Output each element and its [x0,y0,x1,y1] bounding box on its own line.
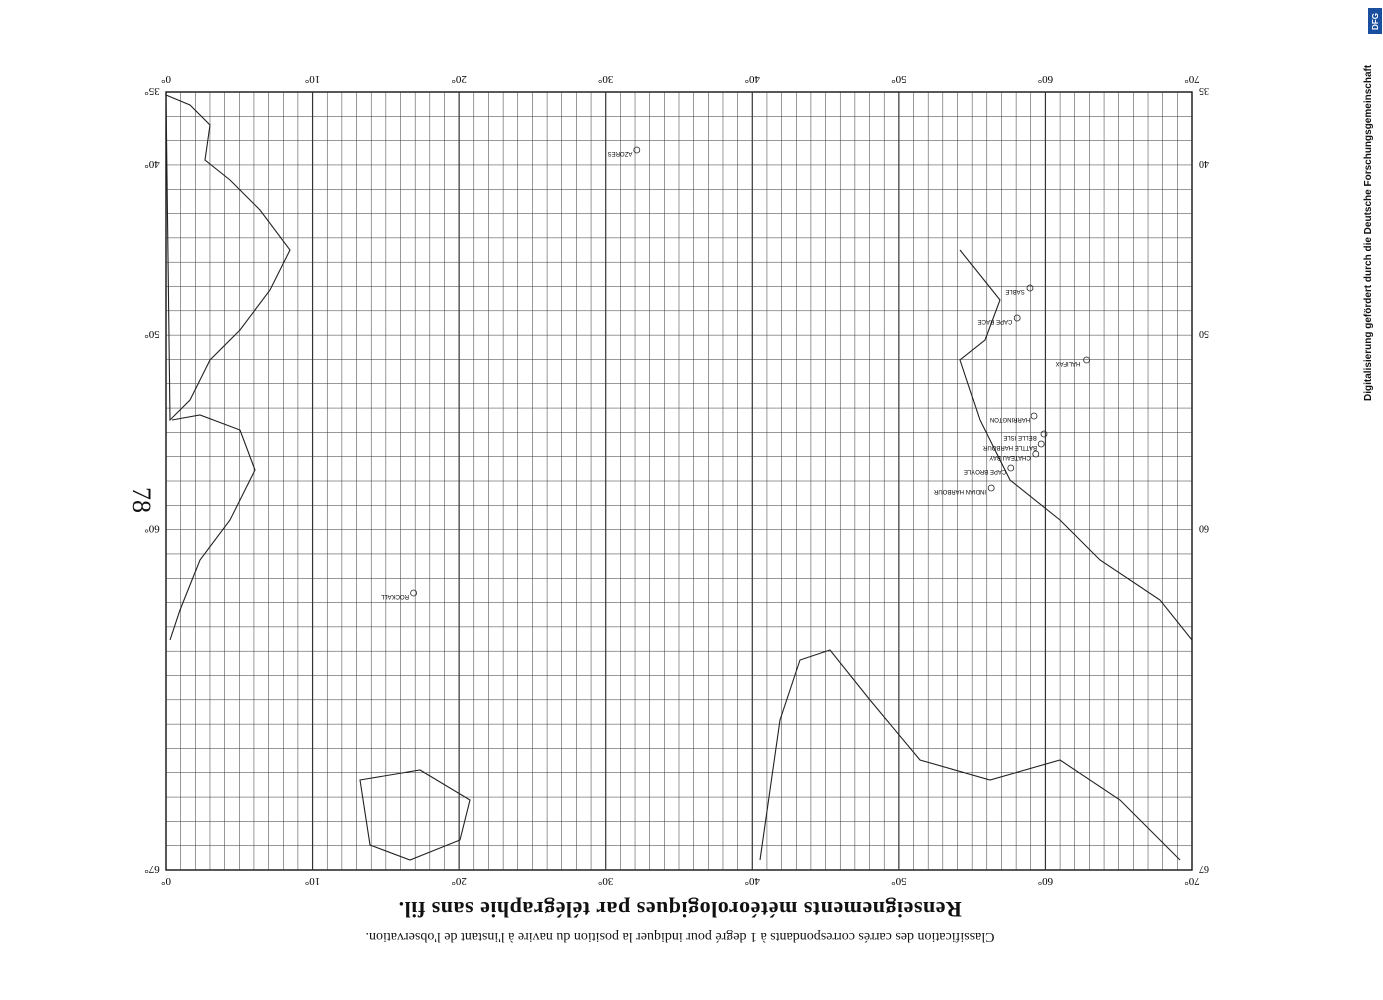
latitude-label-right: 67 [1199,863,1209,874]
place-label: AZORES [607,150,633,156]
map-subtitle: Classification des carrés correspondants à 1 degré pour indiquer la position du navire à l'instant de l'observation. [365,929,995,944]
station-marker-icon [1033,451,1039,457]
place-label: HARRINGTON [989,416,1031,422]
station-marker-icon [988,485,994,491]
landmass-europe [166,95,290,420]
map-caption [160,880,1200,950]
place-label: CAPE RACE [977,318,1013,324]
longitude-label-bottom: 10° [304,875,321,887]
place-label: BELLE ISLE [1003,434,1037,440]
station-marker-icon [634,147,640,153]
place-label: HALIFAX [1055,360,1081,366]
longitude-label-bottom: 40° [744,875,760,887]
longitude-label-bottom: 20° [451,875,467,887]
station-marker-icon [411,590,417,596]
latitude-label-left: 40° [144,157,160,170]
place-label: CHATEAU BAY [989,454,1031,460]
longitude-label-top: 10° [304,73,321,85]
place-label: CAPE BROYLE [963,468,1007,474]
longitude-label-bottom: 30° [598,875,614,887]
page-number: 78 [127,487,156,513]
longitude-label-bottom: 50° [891,875,907,887]
station-marker-icon [1084,357,1090,363]
place-label: BATTLE HARBOUR [983,444,1037,450]
latitude-label-right: 35 [1199,85,1209,96]
station-marker-icon [1031,413,1037,419]
latitude-label-left: 60° [144,522,160,535]
longitude-label-top: 70° [1184,73,1200,85]
axis-labels [144,73,1209,887]
landmass-greenland [760,650,1180,860]
station-marker-icon [1027,285,1033,291]
landmass-british-isles [170,415,255,640]
place-label: SABLE [1005,288,1025,294]
longitude-label-top: 0° [161,73,171,85]
dfg-logo-icon: DFG [1368,8,1382,34]
longitude-label-top: 30° [598,73,614,85]
latitude-label-right: 40 [1199,157,1209,169]
credit-strip [1360,10,1380,400]
coordinate-grid [166,92,1192,870]
station-marker-icon [1041,431,1047,437]
latitude-label-right: 50 [1199,328,1209,340]
station-marker-icon [1008,465,1014,471]
latitude-label-left: 35° [144,85,160,97]
place-label: INDIAN HARBOUR [933,488,987,494]
map-title: Renseignements météorologiques par télégraphie sans fil. [398,897,962,922]
station-marker-icon [1014,315,1020,321]
station-marker-icon [1038,441,1044,447]
longitude-label-top: 20° [451,73,467,85]
longitude-label-top: 50° [891,73,907,85]
latitude-label-left: 67° [144,863,160,875]
latitude-label-left: 50° [144,328,160,341]
longitude-label-top: 60° [1037,73,1054,85]
longitude-label-top: 40° [744,73,760,85]
longitude-label-bottom: 60° [1037,875,1054,887]
credit-text: Digitalisierung gefördert durch die Deutsche Forschungsgemeinschaft [1363,64,1374,401]
latitude-label-right: 60 [1199,522,1209,534]
place-label: ROCKALL [380,593,410,599]
longitude-label-bottom: 70° [1184,875,1200,887]
longitude-label-bottom: 0° [161,875,171,887]
place-labels [380,147,1089,599]
